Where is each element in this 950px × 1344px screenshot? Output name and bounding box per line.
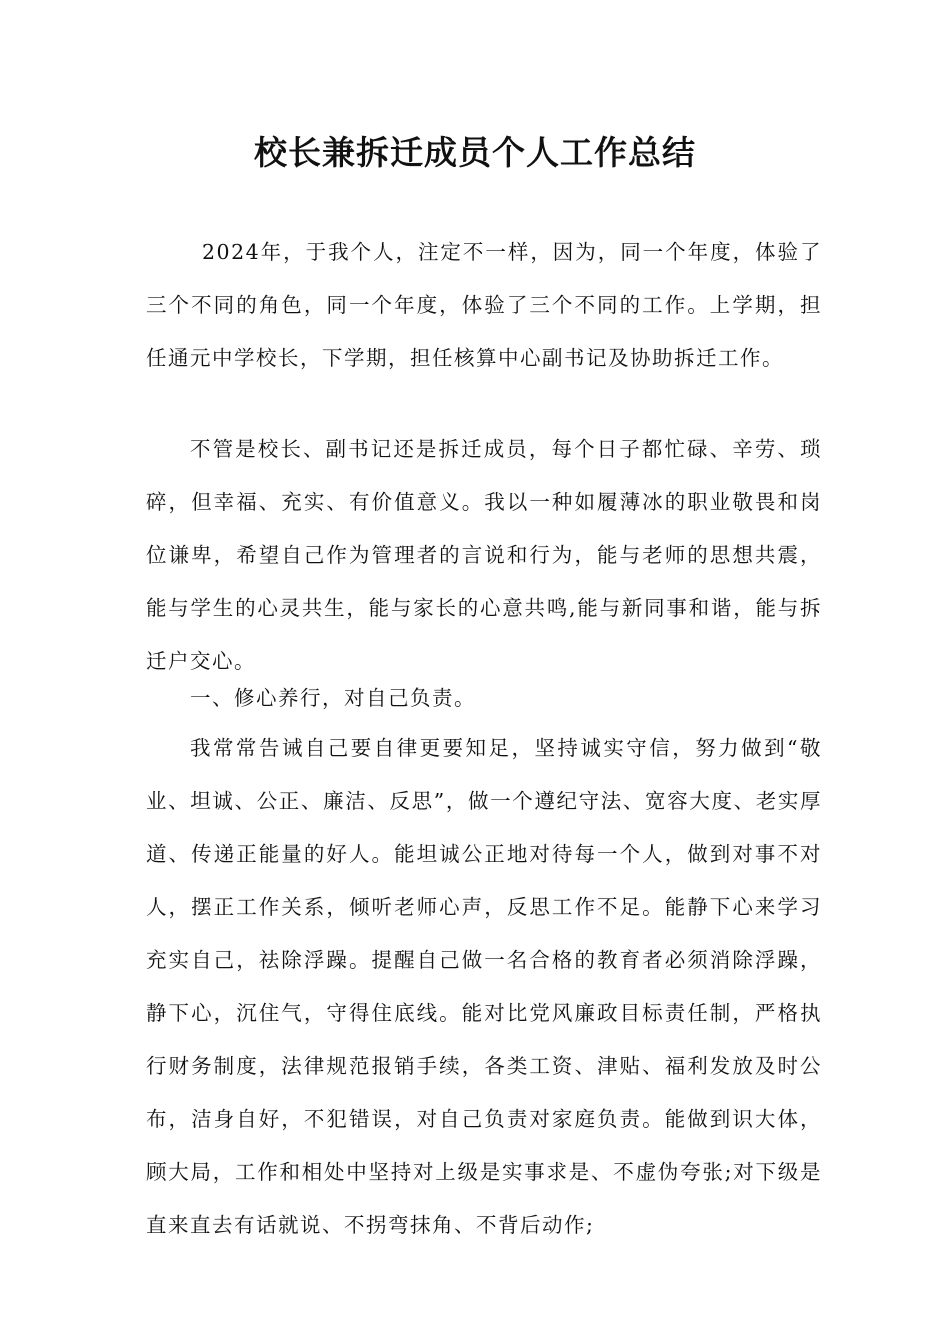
section-heading-1: 一、修心养行，对自己负责。 — [190, 686, 476, 710]
paragraph-self-discipline: 我常常告诫自己要自律更要知足，坚持诚实守信，努力做到“敬业、坦诚、公正、廉洁、反思”，做一个遵纪守法、宽容大度、老实厚道、传递正能量的好人。能坦诚公正地对待每一个人，做到对事不对人，摆正工作关系，倾听老师心声，反思工作不足。能静下心来学习充实自己，祛除浮躁。提醒自己做一名合格的教育者必须消除浮躁，静下心，沉住气，守得住底线。能对比党风廉政目标责任制，严格执行财务制度，法律规范报销手续，各类工资、津贴、福利发放及时公布，洁身自好，不犯错误，对自己负责对家庭负责。能做到识大体，顾大局，工作和相处中坚持对上级是实事求是、不虚伪夸张;对下级是直来直去有话就说、不拐弯抹角、不背后动作; — [146, 736, 822, 1237]
paragraph-roles: 不管是校长、副书记还是拆迁成员，每个日子都忙碌、辛劳、琐碎，但幸福、充实、有价值意义。我以一种如履薄冰的职业敬畏和岗位谦卑，希望自己作为管理者的言说和行为，能与老师的思想共震，能与学生的心灵共生，能与家长的心意共鸣,能与新同事和谐，能与拆迁户交心。 — [146, 437, 822, 673]
document-title: 校长兼拆迁成员个人工作总结 — [254, 133, 696, 172]
paragraph-intro: 2024年，于我个人，注定不一样，因为，同一个年度，体验了三个不同的角色，同一个年度，体验了三个不同的工作。上学期，担任通元中学校长，下学期，担任核算中心副书记及协助拆迁工作。 — [146, 240, 822, 370]
